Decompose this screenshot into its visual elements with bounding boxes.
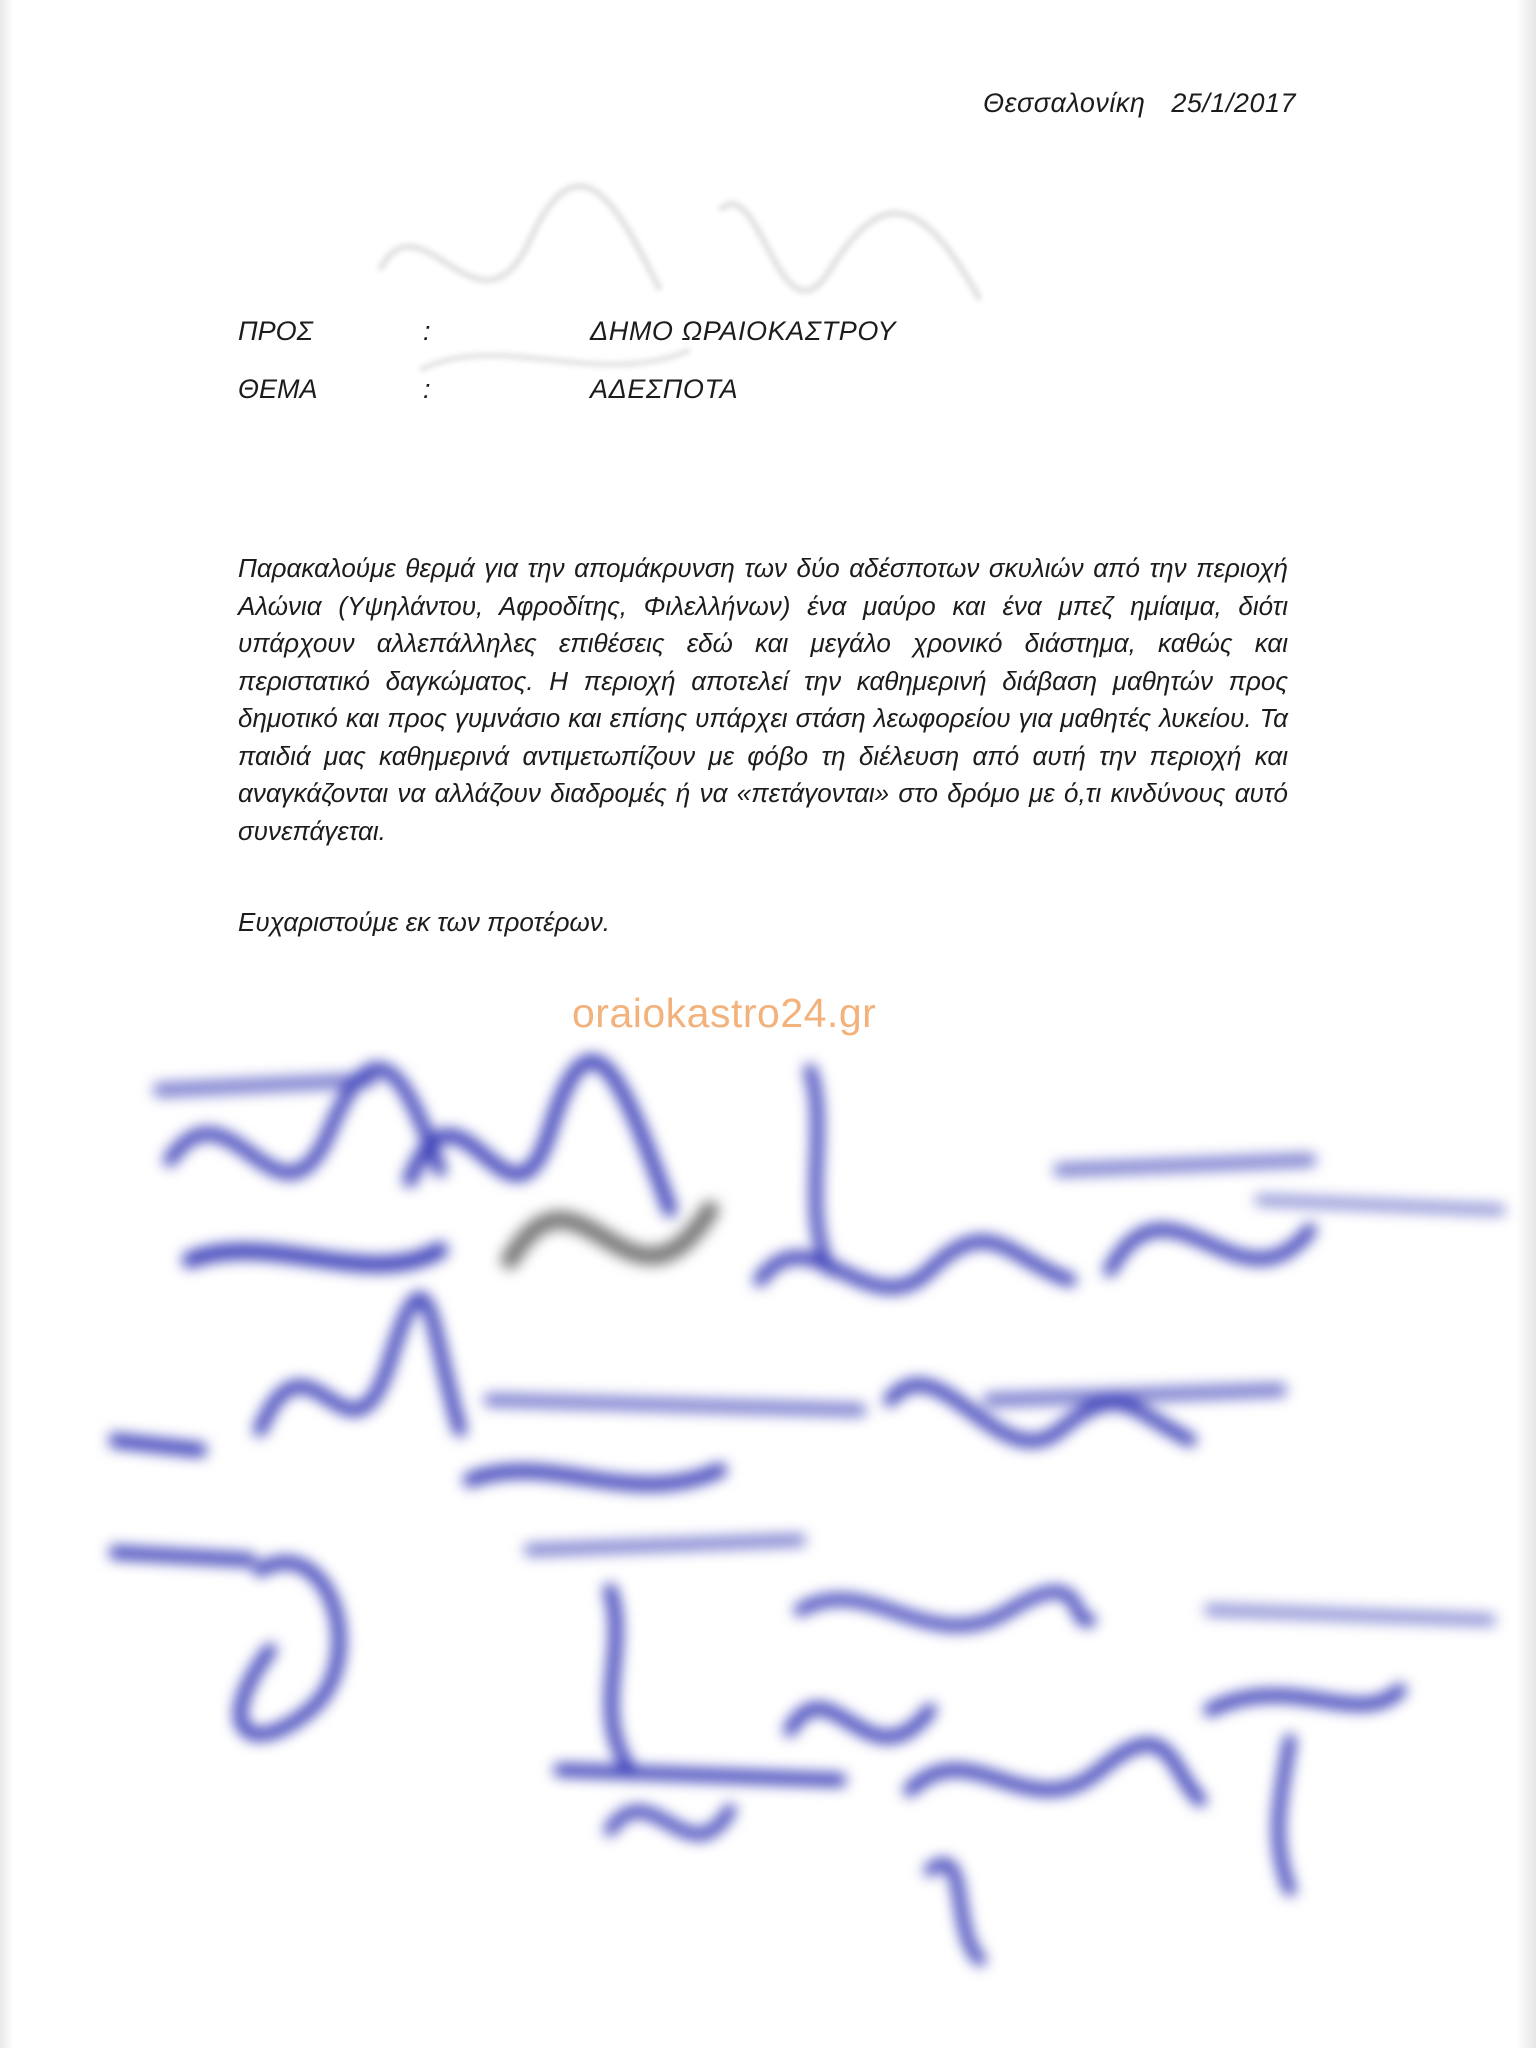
signatures-graphic [110, 1010, 1510, 1970]
letter-body: Παρακαλούμε θερμά για την απομάκρυνση των δύο αδέσποτων σκυλιών από την περιοχή Αλώνια (Υψηλάντου, Αφροδίτης, Φιλελλήνων) ένα μαύρο και ένα μπεζ ημίαιμα, διότι υπάρχουν αλλεπάλληλες επιθέσεις εδώ και μεγάλο χρονικό διάστημα, καθώς και περιστατικό δαγκώματος. Η περιοχή αποτελεί την καθημερινή διάβαση μαθητών προς δημοτικό και προς γυμνάσιο και επίσης υπάρχει στάση λεωφορείου για μαθητές λυκείου. Τα παιδιά μας καθημερινά αντιμετωπίζουν με φόβο τη διέλευση από αυτή την περιοχή και αναγκάζονται να αλλάζουν διαδρομές ή να «πετάγονται» στο δρόμο με ό,τι κινδύνους αυτό συνεπάγεται. [238, 553, 1288, 846]
recipient-label: ΠΡΟΣ [238, 316, 313, 346]
subject-colon: : [423, 374, 431, 404]
subject-value: ΑΔΕΣΠΟΤΑ [590, 374, 739, 404]
subject-label: ΘΕΜΑ [238, 374, 318, 404]
website-watermark: oraiokastro24.gr [572, 990, 877, 1036]
recipient-value: ΔΗΜΟ ΩΡΑΙΟΚΑΣΤΡΟΥ [590, 316, 897, 346]
letter-date: 25/1/2017 [1171, 88, 1296, 118]
blurred-signatures [110, 1010, 1510, 1970]
letter-closing: Ευχαριστούμε εκ των προτέρων. [238, 907, 610, 937]
letter-date-line [983, 88, 1296, 119]
signature-strokes [110, 1061, 1500, 1960]
recipient-colon: : [423, 316, 431, 346]
reverse-side-bleed-through [360, 150, 1040, 410]
letter-city: Θεσσαλονίκη [983, 88, 1146, 118]
